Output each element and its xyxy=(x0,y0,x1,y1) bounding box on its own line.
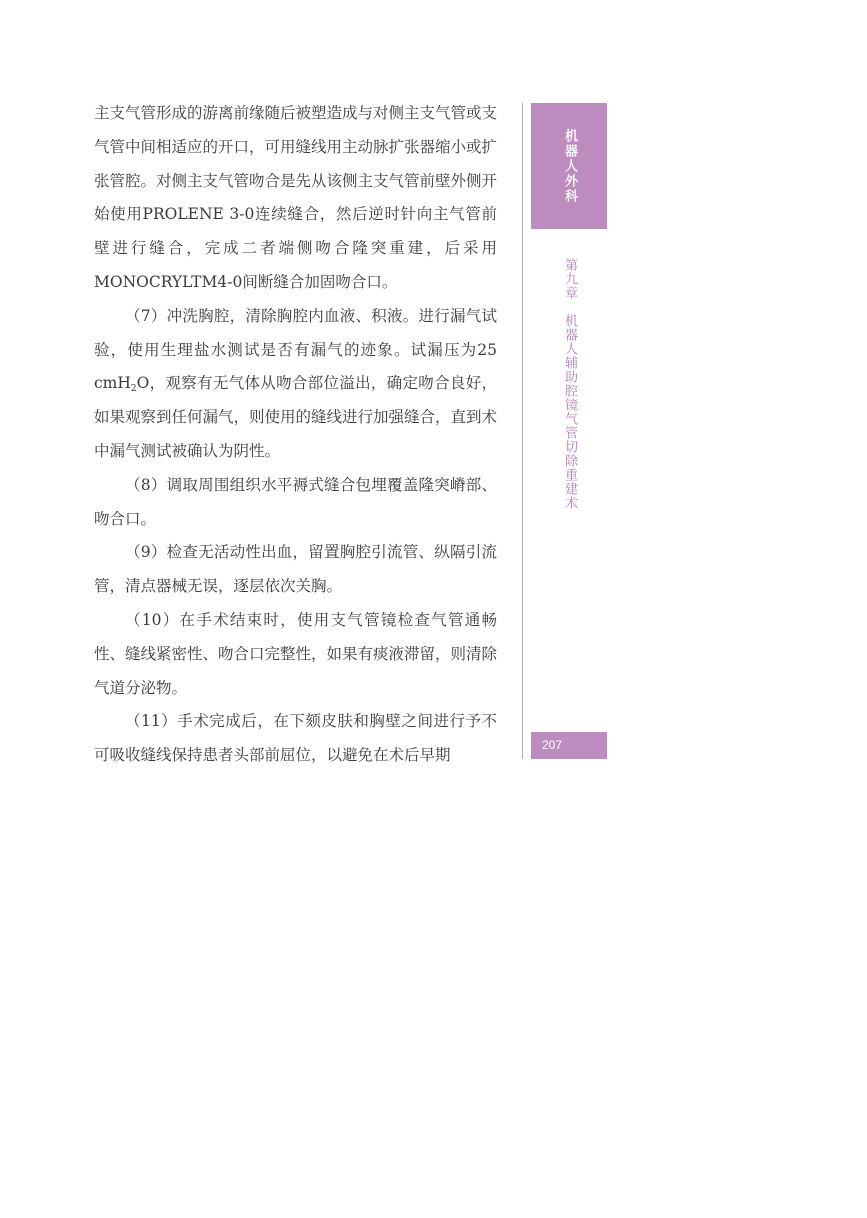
paragraph-10: （10）在手术结束时，使用支气管镜检查气管通畅性、缝线紧密性、吻合口完整性，如果有痰液滞留，则清除气道分泌物。 xyxy=(94,610,498,697)
margin-divider xyxy=(522,103,523,759)
paragraph-11: （11）手术完成后，在下颏皮肤和胸壁之间进行予不可吸收缝线保持患者头部前屈位，以避免在术后早期 xyxy=(94,712,497,765)
paragraph-7-part-a: （7）冲洗胸腔，清除胸腔内血液、积液。进行漏气试验，使用生理盐水测试是否有漏气的迹象。试漏压为25 cmH xyxy=(94,306,497,393)
paragraph-7-part-b: O，观察有无气体从吻合部位溢出，确定吻合良好，如果观察到任何漏气，则使用的缝线进行加强缝合，直到术中漏气测试被确认为阴性。 xyxy=(94,374,498,460)
paragraph-8: （8）调取周围组织水平褥式缝合包埋覆盖隆突嵴部、吻合口。 xyxy=(94,475,497,528)
chapter-heading xyxy=(531,258,607,510)
paragraph-7 xyxy=(94,300,497,469)
chapter-title: 第九章 机器人辅助腔镜气管切除重建术 xyxy=(562,258,577,510)
book-title: 机器人外科 xyxy=(562,129,577,204)
subscript-2: 2 xyxy=(130,384,137,395)
main-text xyxy=(94,97,497,773)
page-number: 207 xyxy=(542,738,563,752)
book-title-tab xyxy=(531,103,607,229)
paragraph-9: （9）检查无活动性出血，留置胸腔引流管、纵隔引流管，清点器械无误，逐层依次关胸。 xyxy=(94,543,497,596)
paragraph-1: 主支气管形成的游离前缘随后被塑造成与对侧主支气管或支气管中间相适应的开口，可用缝线用主动脉扩张器缩小或扩张管腔。对侧主支气管吻合是先从该侧主支气管前壁外侧开始使用PROLENE 3-0连续缝合，然后逆时针向主气管前壁进行缝合，完成二者端侧吻合隆突重建，后采用MONOCRYLTM4-0间断缝合加固吻合口。 xyxy=(94,104,498,291)
page-number-tab xyxy=(531,732,607,759)
